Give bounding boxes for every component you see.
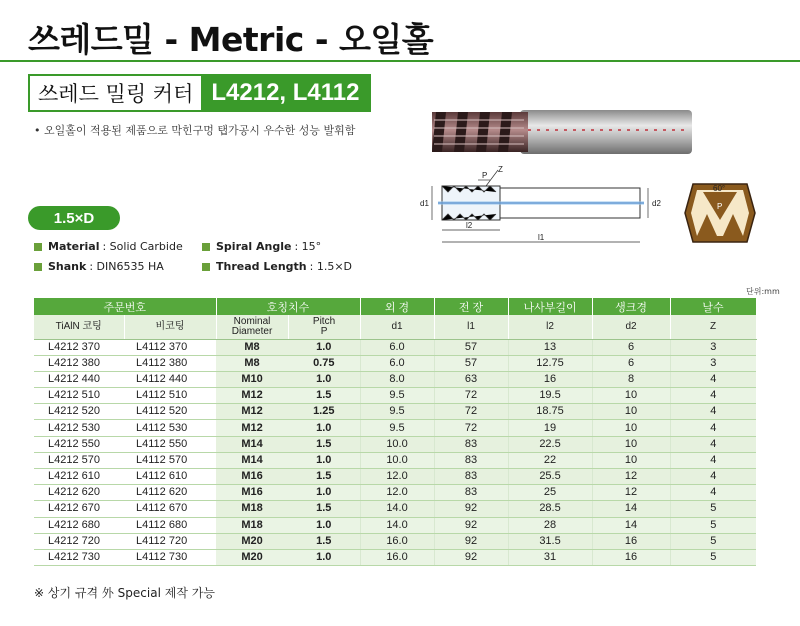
cell-l1: 57 <box>434 339 508 355</box>
cell-tialn-code: L4212 440 <box>34 371 124 387</box>
cell-d2: 16 <box>592 549 670 565</box>
cell-d2: 6 <box>592 355 670 371</box>
table-row <box>34 420 756 436</box>
cell-nominal-diameter: M18 <box>216 501 288 517</box>
cell-l1: 83 <box>434 469 508 485</box>
cell-d2: 10 <box>592 420 670 436</box>
cell-tialn-code: L4212 520 <box>34 404 124 420</box>
cell-z: 3 <box>670 355 756 371</box>
cell-uncoated-code: L4112 620 <box>124 485 216 501</box>
cell-uncoated-code: L4112 720 <box>124 533 216 549</box>
cell-nominal-diameter: M10 <box>216 371 288 387</box>
cell-l2: 12.75 <box>508 355 592 371</box>
cell-l1: 83 <box>434 436 508 452</box>
cell-z: 3 <box>670 339 756 355</box>
cell-tialn-code: L4212 670 <box>34 501 124 517</box>
cell-l2: 19 <box>508 420 592 436</box>
cell-nominal-diameter: M8 <box>216 339 288 355</box>
cell-pitch: 1.0 <box>288 420 360 436</box>
cell-d1: 12.0 <box>360 469 434 485</box>
table-row <box>34 469 756 485</box>
bullet-square-icon <box>202 263 210 271</box>
cell-d1: 9.5 <box>360 388 434 404</box>
table-row <box>34 355 756 371</box>
spec-value: : DIN6535 HA <box>89 260 164 273</box>
cell-uncoated-code: L4112 570 <box>124 452 216 468</box>
table-row <box>34 388 756 404</box>
header-outer-diameter: 외 경 <box>360 298 434 315</box>
header-d2: d2 <box>592 315 670 339</box>
cell-tialn-code: L4212 730 <box>34 549 124 565</box>
cell-l1: 72 <box>434 388 508 404</box>
spec-spiral-angle <box>202 240 321 253</box>
header-nominal-size: 호칭치수 <box>216 298 360 315</box>
page-title: 쓰레드밀 - Metric - 오일홀 <box>28 20 434 59</box>
unit-label: 단위:mm <box>746 287 780 296</box>
cell-d2: 10 <box>592 404 670 420</box>
spec-value: : 1.5×D <box>309 260 353 273</box>
cell-d2: 16 <box>592 533 670 549</box>
cell-uncoated-code: L4112 680 <box>124 517 216 533</box>
spec-label: Thread Length <box>216 260 307 273</box>
spec-material <box>34 240 183 253</box>
label-p: P <box>482 171 488 180</box>
cell-tialn-code: L4212 550 <box>34 436 124 452</box>
cell-d2: 10 <box>592 436 670 452</box>
cell-z: 4 <box>670 469 756 485</box>
cell-pitch: 0.75 <box>288 355 360 371</box>
cell-l1: 57 <box>434 355 508 371</box>
cell-tialn-code: L4212 610 <box>34 469 124 485</box>
cell-d2: 12 <box>592 469 670 485</box>
label-z: Z <box>498 165 503 174</box>
cell-l2: 13 <box>508 339 592 355</box>
cell-d1: 6.0 <box>360 339 434 355</box>
cell-d2: 8 <box>592 371 670 387</box>
hex-p-label: P <box>717 202 723 211</box>
cell-pitch: 1.25 <box>288 404 360 420</box>
cell-uncoated-code: L4112 520 <box>124 404 216 420</box>
cell-tialn-code: L4212 620 <box>34 485 124 501</box>
dimension-drawing <box>418 164 676 250</box>
hex-angle-label: 60° <box>713 184 726 193</box>
cell-nominal-diameter: M12 <box>216 404 288 420</box>
cell-d1: 9.5 <box>360 420 434 436</box>
table-row <box>34 501 756 517</box>
cell-z: 5 <box>670 517 756 533</box>
cell-l2: 25 <box>508 485 592 501</box>
cell-nominal-diameter: M18 <box>216 517 288 533</box>
table-row <box>34 533 756 549</box>
cell-l1: 72 <box>434 420 508 436</box>
cell-l2: 31 <box>508 549 592 565</box>
header-l1: l1 <box>434 315 508 339</box>
cell-l1: 72 <box>434 404 508 420</box>
label-d1: d1 <box>420 199 429 208</box>
table-row <box>34 436 756 452</box>
header-tialn-coated: TiAlN 코팅 <box>34 315 124 339</box>
cell-z: 4 <box>670 404 756 420</box>
bullet-square-icon <box>34 243 42 251</box>
table-row <box>34 452 756 468</box>
cell-l2: 28 <box>508 517 592 533</box>
cell-l2: 16 <box>508 371 592 387</box>
label-d2: d2 <box>652 199 661 208</box>
thread-profile-icon <box>683 178 757 248</box>
cell-d1: 10.0 <box>360 452 434 468</box>
cell-d1: 9.5 <box>360 404 434 420</box>
cell-uncoated-code: L4112 670 <box>124 501 216 517</box>
cell-l1: 83 <box>434 452 508 468</box>
cell-nominal-diameter: M16 <box>216 485 288 501</box>
header-overall-length: 전 장 <box>434 298 508 315</box>
cell-nominal-diameter: M12 <box>216 420 288 436</box>
cell-d2: 6 <box>592 339 670 355</box>
cell-uncoated-code: L4112 380 <box>124 355 216 371</box>
cell-z: 4 <box>670 452 756 468</box>
table-sub-header-row <box>34 315 756 339</box>
cell-nominal-diameter: M8 <box>216 355 288 371</box>
cell-pitch: 1.5 <box>288 533 360 549</box>
cell-l1: 92 <box>434 533 508 549</box>
table-row <box>34 404 756 420</box>
cell-nominal-diameter: M16 <box>216 469 288 485</box>
cell-d1: 16.0 <box>360 549 434 565</box>
subtitle-korean: 쓰레드 밀링 커터 <box>30 76 201 110</box>
cell-l2: 19.5 <box>508 388 592 404</box>
cell-pitch: 1.5 <box>288 436 360 452</box>
cell-tialn-code: L4212 370 <box>34 339 124 355</box>
cell-pitch: 1.0 <box>288 485 360 501</box>
bullet-square-icon <box>34 263 42 271</box>
title-divider <box>0 60 800 62</box>
spec-value: : 15° <box>294 240 322 253</box>
product-spec-table <box>34 298 757 566</box>
cell-uncoated-code: L4112 550 <box>124 436 216 452</box>
cell-z: 4 <box>670 436 756 452</box>
header-flutes: 날수 <box>670 298 756 315</box>
cell-uncoated-code: L4112 370 <box>124 339 216 355</box>
cell-l1: 83 <box>434 485 508 501</box>
cell-uncoated-code: L4112 440 <box>124 371 216 387</box>
cell-nominal-diameter: M14 <box>216 436 288 452</box>
bullet-square-icon <box>202 243 210 251</box>
cell-d1: 12.0 <box>360 485 434 501</box>
cell-nominal-diameter: M20 <box>216 549 288 565</box>
cell-z: 4 <box>670 371 756 387</box>
cell-nominal-diameter: M20 <box>216 533 288 549</box>
header-uncoated: 비코팅 <box>124 315 216 339</box>
cell-l2: 28.5 <box>508 501 592 517</box>
cell-uncoated-code: L4112 530 <box>124 420 216 436</box>
cell-l1: 92 <box>434 549 508 565</box>
cell-z: 4 <box>670 485 756 501</box>
table-row <box>34 485 756 501</box>
cell-nominal-diameter: M12 <box>216 388 288 404</box>
cell-pitch: 1.0 <box>288 339 360 355</box>
cell-d2: 12 <box>592 485 670 501</box>
cell-pitch: 1.0 <box>288 549 360 565</box>
header-order-number: 주문번호 <box>34 298 216 315</box>
header-nominal-diameter: Nominal Diameter <box>216 315 288 339</box>
cell-d2: 10 <box>592 388 670 404</box>
cell-d1: 16.0 <box>360 533 434 549</box>
thread-mill-photo <box>428 100 698 162</box>
cell-d1: 6.0 <box>360 355 434 371</box>
cell-pitch: 1.5 <box>288 388 360 404</box>
cell-tialn-code: L4212 720 <box>34 533 124 549</box>
cell-z: 4 <box>670 420 756 436</box>
cell-l1: 92 <box>434 501 508 517</box>
table-body <box>34 339 756 566</box>
cell-z: 4 <box>670 388 756 404</box>
length-ratio-badge: 1.5×D <box>28 206 120 230</box>
table-row <box>34 339 756 355</box>
cell-tialn-code: L4212 530 <box>34 420 124 436</box>
cell-tialn-code: L4212 680 <box>34 517 124 533</box>
cell-z: 5 <box>670 549 756 565</box>
cell-l2: 31.5 <box>508 533 592 549</box>
table-group-header-row <box>34 298 756 315</box>
label-l1: l1 <box>538 233 545 242</box>
table-row <box>34 517 756 533</box>
cell-tialn-code: L4212 510 <box>34 388 124 404</box>
cell-pitch: 1.0 <box>288 452 360 468</box>
cell-l1: 92 <box>434 517 508 533</box>
cell-l1: 63 <box>434 371 508 387</box>
cell-nominal-diameter: M14 <box>216 452 288 468</box>
cell-pitch: 1.5 <box>288 469 360 485</box>
cell-d1: 14.0 <box>360 517 434 533</box>
cell-l2: 18.75 <box>508 404 592 420</box>
cell-tialn-code: L4212 570 <box>34 452 124 468</box>
cell-l2: 22 <box>508 452 592 468</box>
cell-pitch: 1.5 <box>288 501 360 517</box>
cell-pitch: 1.0 <box>288 371 360 387</box>
footnote: ※ 상기 규격 外 Special 제작 가능 <box>34 586 215 600</box>
table-row <box>34 371 756 387</box>
cell-uncoated-code: L4112 510 <box>124 388 216 404</box>
header-l2: l2 <box>508 315 592 339</box>
label-l2: l2 <box>466 221 473 230</box>
header-d1: d1 <box>360 315 434 339</box>
product-subtitle <box>28 74 371 112</box>
spec-shank <box>34 260 164 273</box>
cell-uncoated-code: L4112 610 <box>124 469 216 485</box>
cell-d1: 8.0 <box>360 371 434 387</box>
cell-d1: 14.0 <box>360 501 434 517</box>
header-thread-length: 나사부길이 <box>508 298 592 315</box>
cell-d2: 14 <box>592 501 670 517</box>
feature-note: • 오일홀이 적용된 제품으로 막힌구멍 탭가공시 우수한 성능 발휘함 <box>34 124 356 137</box>
cell-d1: 10.0 <box>360 436 434 452</box>
spec-label: Material <box>48 240 100 253</box>
table-row <box>34 549 756 565</box>
header-pitch: Pitch P <box>288 315 360 339</box>
spec-value: : Solid Carbide <box>102 240 183 253</box>
cell-uncoated-code: L4112 730 <box>124 549 216 565</box>
spec-label: Shank <box>48 260 87 273</box>
cell-pitch: 1.0 <box>288 517 360 533</box>
header-z: Z <box>670 315 756 339</box>
cell-l2: 22.5 <box>508 436 592 452</box>
cell-z: 5 <box>670 533 756 549</box>
cell-d2: 10 <box>592 452 670 468</box>
cell-tialn-code: L4212 380 <box>34 355 124 371</box>
header-shank-diameter: 생크경 <box>592 298 670 315</box>
cell-d2: 14 <box>592 517 670 533</box>
cell-z: 5 <box>670 501 756 517</box>
subtitle-codes: L4212, L4112 <box>201 76 369 110</box>
cell-l2: 25.5 <box>508 469 592 485</box>
spec-thread-length <box>202 260 352 273</box>
spec-label: Spiral Angle <box>216 240 292 253</box>
